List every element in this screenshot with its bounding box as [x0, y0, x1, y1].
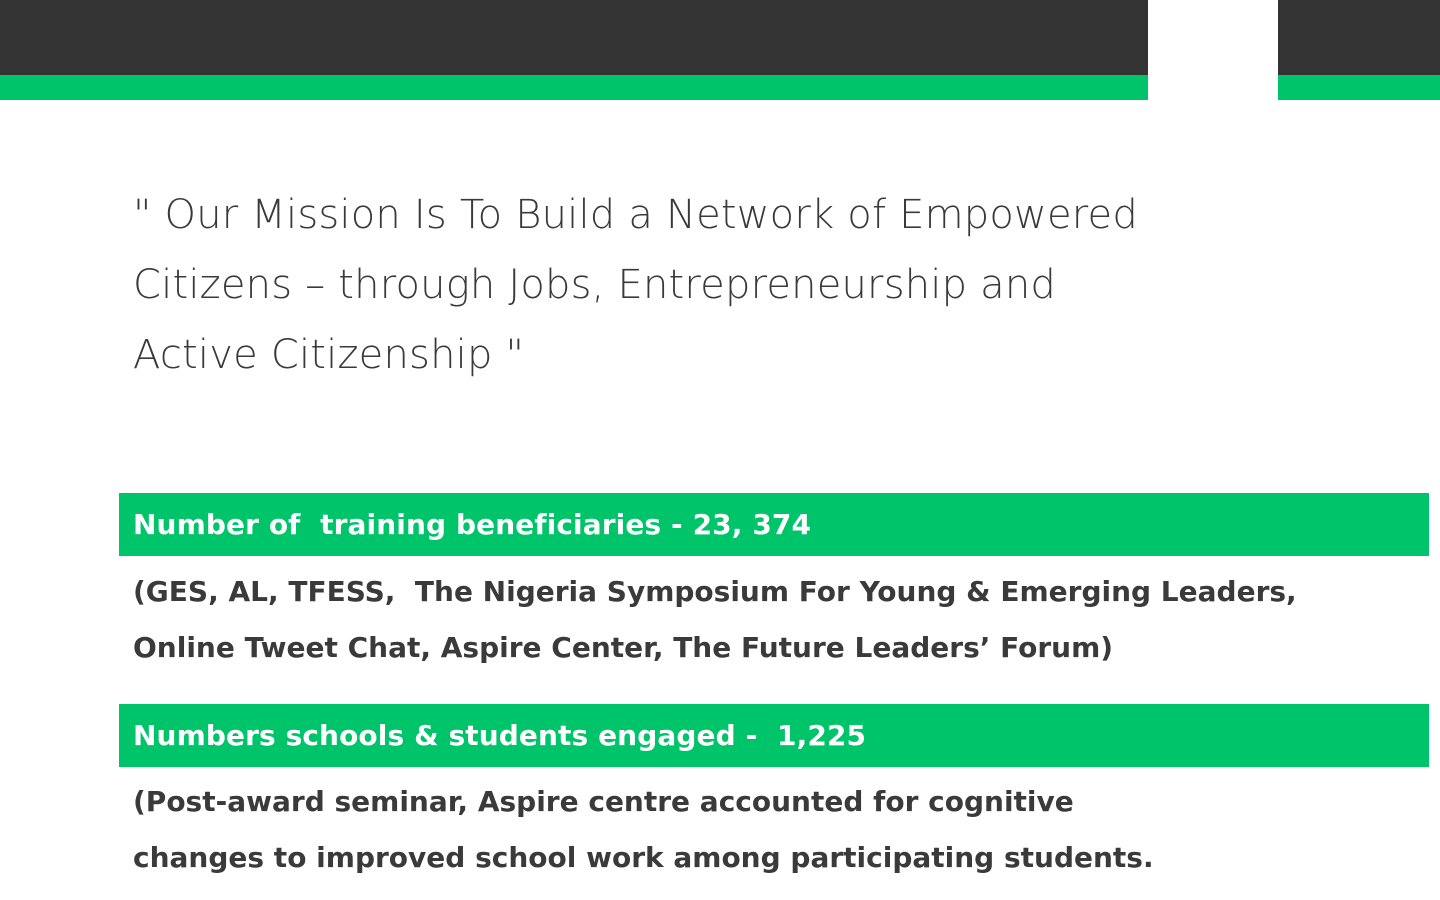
stat-detail-line: changes to improved school work among participating students. — [133, 841, 1154, 874]
header-bar-dark-left — [0, 0, 1148, 75]
mission-statement — [133, 180, 1253, 390]
mission-line: " Our Mission Is To Build a Network of Empowered — [133, 192, 1138, 238]
mission-line: Active Citizenship " — [133, 332, 525, 378]
stat-detail-line: (Post-award seminar, Aspire centre accounted for cognitive — [133, 785, 1074, 818]
stat-detail-schools-students — [133, 774, 1154, 886]
header-bar-dark-right — [1278, 0, 1440, 75]
stat-detail-line: Online Tweet Chat, Aspire Center, The Future Leaders’ Forum) — [133, 631, 1114, 664]
header-bar-green-left — [0, 75, 1148, 100]
stat-detail-training-beneficiaries — [133, 564, 1297, 676]
stat-label: Number of training beneficiaries - 23, 374 — [133, 508, 812, 541]
stat-band-schools-students — [119, 704, 1429, 767]
stat-label: Numbers schools & students engaged - 1,225 — [133, 719, 867, 752]
mission-line: Citizens – through Jobs, Entrepreneurship and — [133, 262, 1056, 308]
header-bar-green-right — [1278, 75, 1440, 100]
stat-band-training-beneficiaries — [119, 493, 1429, 556]
stat-detail-line: (GES, AL, TFESS, The Nigeria Symposium For Young & Emerging Leaders, — [133, 575, 1297, 608]
